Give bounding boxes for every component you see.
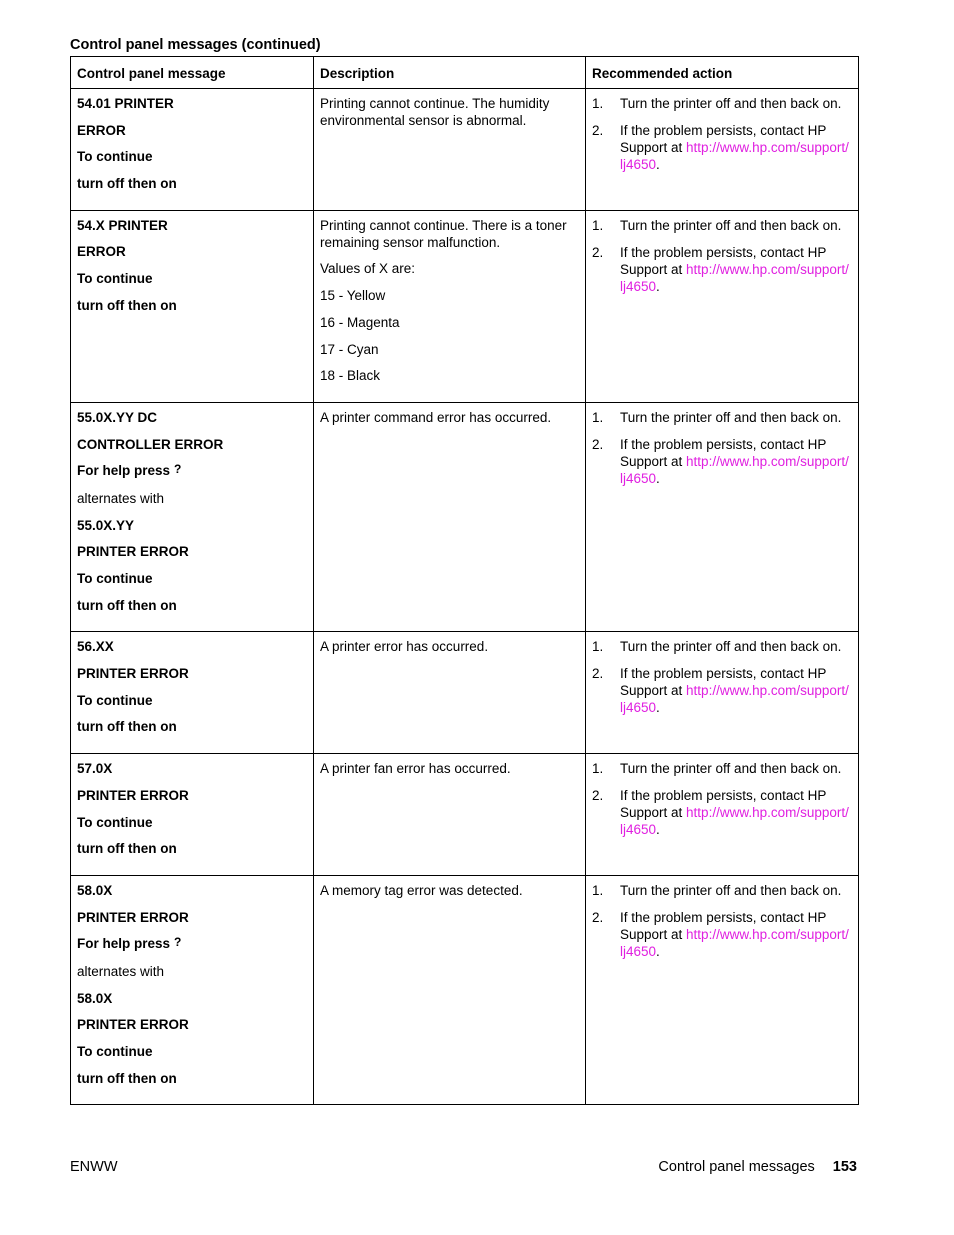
hp-support-link[interactable]: http://www.hp.com/support/lj4650 (620, 261, 849, 294)
message-text: 55.0X.YY (77, 517, 135, 533)
footer-section (658, 1159, 857, 1175)
message-text: PRINTER ERROR (77, 787, 189, 803)
description-text: 15 - Yellow (320, 288, 386, 304)
message-text: 54.01 PRINTER (77, 96, 174, 111)
action-step-2 (592, 665, 852, 716)
message-line (77, 1043, 307, 1060)
action-cell (586, 754, 859, 876)
step-number: 1. (592, 96, 604, 111)
message-text: To continue (77, 271, 153, 287)
message-cell (71, 875, 314, 1105)
message-line (77, 270, 307, 287)
hp-support-link[interactable]: http://www.hp.com/support/lj4650 (620, 140, 849, 172)
message-text: 58.0X (77, 990, 113, 1006)
message-text: To continue (77, 1044, 153, 1059)
message-text: For help press (77, 463, 171, 479)
message-line (77, 243, 307, 260)
message-line (77, 409, 307, 426)
footer-label: ENWW (70, 1159, 118, 1175)
description-text: 16 - Magenta (320, 314, 400, 330)
step-number: 2. (592, 909, 604, 925)
description-cell (314, 754, 586, 876)
header-description: Description (314, 57, 586, 89)
step-number: 1. (592, 882, 604, 898)
step-number: 1. (592, 217, 604, 233)
action-cell (586, 632, 859, 754)
hp-support-link[interactable]: http://www.hp.com/support/lj4650 (620, 683, 849, 716)
message-line (77, 517, 307, 534)
step-text: Turn the printer off and then back on. (620, 882, 842, 898)
description-text: A printer command error has occurred. (320, 409, 552, 425)
message-text: turn off then on (77, 719, 177, 735)
help-question-icon: ? (174, 935, 182, 950)
description-text: Printing cannot continue. There is a toner remaining sensor malfunction. (320, 217, 567, 250)
message-line (77, 570, 307, 587)
description-text: A printer error has occurred. (320, 639, 489, 655)
message-text: CONTROLLER ERROR (77, 436, 224, 452)
description-text: 17 - Cyan (320, 341, 379, 357)
hp-support-link[interactable]: http://www.hp.com/support/lj4650 (620, 805, 849, 838)
message-cell (71, 632, 314, 754)
step-text: Turn the printer off and then back on. (620, 217, 842, 233)
table-header-row (71, 57, 859, 89)
table-row (71, 89, 859, 211)
message-text: To continue (77, 692, 153, 708)
message-line (77, 1070, 307, 1087)
description-text: A printer fan error has occurred. (320, 761, 511, 777)
message-text: PRINTER ERROR (77, 666, 189, 682)
hp-support-link[interactable]: http://www.hp.com/support/lj4650 (620, 926, 849, 959)
description-cell (314, 402, 586, 632)
table-row (71, 632, 859, 754)
message-line (77, 909, 307, 926)
step-number: 2. (592, 436, 604, 452)
table-row (71, 402, 859, 632)
step-text: Turn the printer off and then back on. (620, 761, 842, 777)
message-line (77, 882, 307, 899)
description-text: A memory tag error was detected. (320, 882, 523, 898)
hp-support-link[interactable]: http://www.hp.com/support/lj4650 (620, 453, 849, 486)
message-line (77, 990, 307, 1007)
message-line (77, 490, 307, 507)
action-step-2 (592, 787, 852, 838)
step-text: Turn the printer off and then back on. (620, 639, 842, 655)
page-number: 153 (832, 1159, 857, 1175)
step-number: 2. (592, 244, 604, 260)
action-cell (586, 210, 859, 402)
action-step-2 (592, 244, 852, 295)
step-text-end: . (656, 470, 660, 486)
step-text-end: . (656, 943, 660, 959)
message-line (77, 597, 307, 614)
header-recommended-action: Recommended action (586, 57, 859, 89)
message-line (77, 436, 307, 453)
action-step-2 (592, 436, 852, 487)
message-text: alternates with (77, 490, 165, 506)
step-text: If the problem persists, contact HP Support at (620, 788, 827, 821)
description-text: Printing cannot continue. The humidity environmental sensor is abnormal. (320, 96, 550, 128)
message-text: PRINTER ERROR (77, 909, 189, 925)
message-text: To continue (77, 814, 153, 830)
message-text: To continue (77, 149, 153, 165)
message-text: turn off then on (77, 176, 177, 192)
step-number: 2. (592, 788, 604, 804)
message-text: PRINTER ERROR (77, 544, 189, 560)
message-line (77, 840, 307, 857)
step-number: 1. (592, 639, 604, 655)
message-text: turn off then on (77, 1070, 177, 1086)
action-step-2 (592, 909, 852, 960)
message-line (77, 963, 307, 980)
message-line (77, 462, 307, 480)
message-line (77, 297, 307, 314)
message-line (77, 217, 307, 234)
action-step-1 (592, 409, 852, 426)
message-text: ERROR (77, 244, 126, 260)
action-step-1 (592, 760, 852, 777)
message-text: turn off then on (77, 297, 177, 313)
help-question-icon: ? (174, 462, 182, 477)
control-panel-messages-table (70, 56, 859, 1105)
description-cell (314, 632, 586, 754)
step-number: 1. (592, 409, 604, 425)
table-caption: Control panel messages (continued) (70, 37, 321, 53)
message-text: For help press (77, 936, 171, 952)
step-text-end: . (656, 157, 660, 172)
message-text: 58.0X (77, 882, 113, 898)
table-row (71, 754, 859, 876)
message-text: turn off then on (77, 841, 177, 857)
description-text: Values of X are: (320, 261, 416, 277)
message-text: 56.XX (77, 639, 114, 655)
message-cell (71, 754, 314, 876)
step-text: If the problem persists, contact HP Support at (620, 909, 827, 942)
step-number: 2. (592, 666, 604, 682)
message-text: alternates with (77, 963, 165, 979)
message-line (77, 543, 307, 560)
message-text: 55.0X.YY DC (77, 409, 158, 425)
message-cell (71, 210, 314, 402)
action-cell (586, 89, 859, 211)
message-line (77, 1016, 307, 1033)
footer-section-title: Control panel messages (658, 1159, 815, 1175)
message-line (77, 665, 307, 682)
message-text: 54.X PRINTER (77, 217, 168, 233)
message-text: To continue (77, 571, 153, 586)
message-line (77, 814, 307, 831)
step-text: Turn the printer off and then back on. (620, 409, 842, 425)
step-text: If the problem persists, contact HP Support at (620, 666, 827, 699)
step-text: If the problem persists, contact HP Support at (620, 244, 827, 277)
action-step-2 (592, 122, 852, 173)
message-line (77, 935, 307, 953)
message-line (77, 787, 307, 804)
step-text: If the problem persists, contact HP Support at (620, 123, 827, 155)
message-line (77, 692, 307, 709)
message-cell (71, 89, 314, 211)
action-cell (586, 875, 859, 1105)
description-cell (314, 89, 586, 211)
table-row (71, 875, 859, 1105)
message-text: turn off then on (77, 597, 177, 613)
message-line (77, 95, 307, 112)
message-line (77, 175, 307, 192)
description-cell (314, 875, 586, 1105)
step-text-end: . (656, 278, 660, 294)
message-line (77, 122, 307, 139)
action-step-1 (592, 638, 852, 655)
message-line (77, 718, 307, 735)
message-line (77, 638, 307, 655)
message-line (77, 148, 307, 165)
step-number: 2. (592, 123, 604, 138)
step-text-end: . (656, 822, 660, 838)
action-step-1 (592, 95, 852, 112)
description-cell (314, 210, 586, 402)
action-step-1 (592, 217, 852, 234)
description-text: 18 - Black (320, 368, 381, 384)
step-text-end: . (656, 700, 660, 716)
step-text: Turn the printer off and then back on. (620, 96, 842, 111)
message-line (77, 760, 307, 777)
message-text: 57.0X (77, 761, 113, 777)
message-text: ERROR (77, 122, 126, 138)
action-cell (586, 402, 859, 632)
step-number: 1. (592, 761, 604, 777)
step-text: If the problem persists, contact HP Support at (620, 436, 827, 469)
message-text: PRINTER ERROR (77, 1017, 189, 1033)
message-cell (71, 402, 314, 632)
table-row (71, 210, 859, 402)
action-step-1 (592, 882, 852, 899)
header-control-panel-message: Control panel message (71, 57, 314, 89)
